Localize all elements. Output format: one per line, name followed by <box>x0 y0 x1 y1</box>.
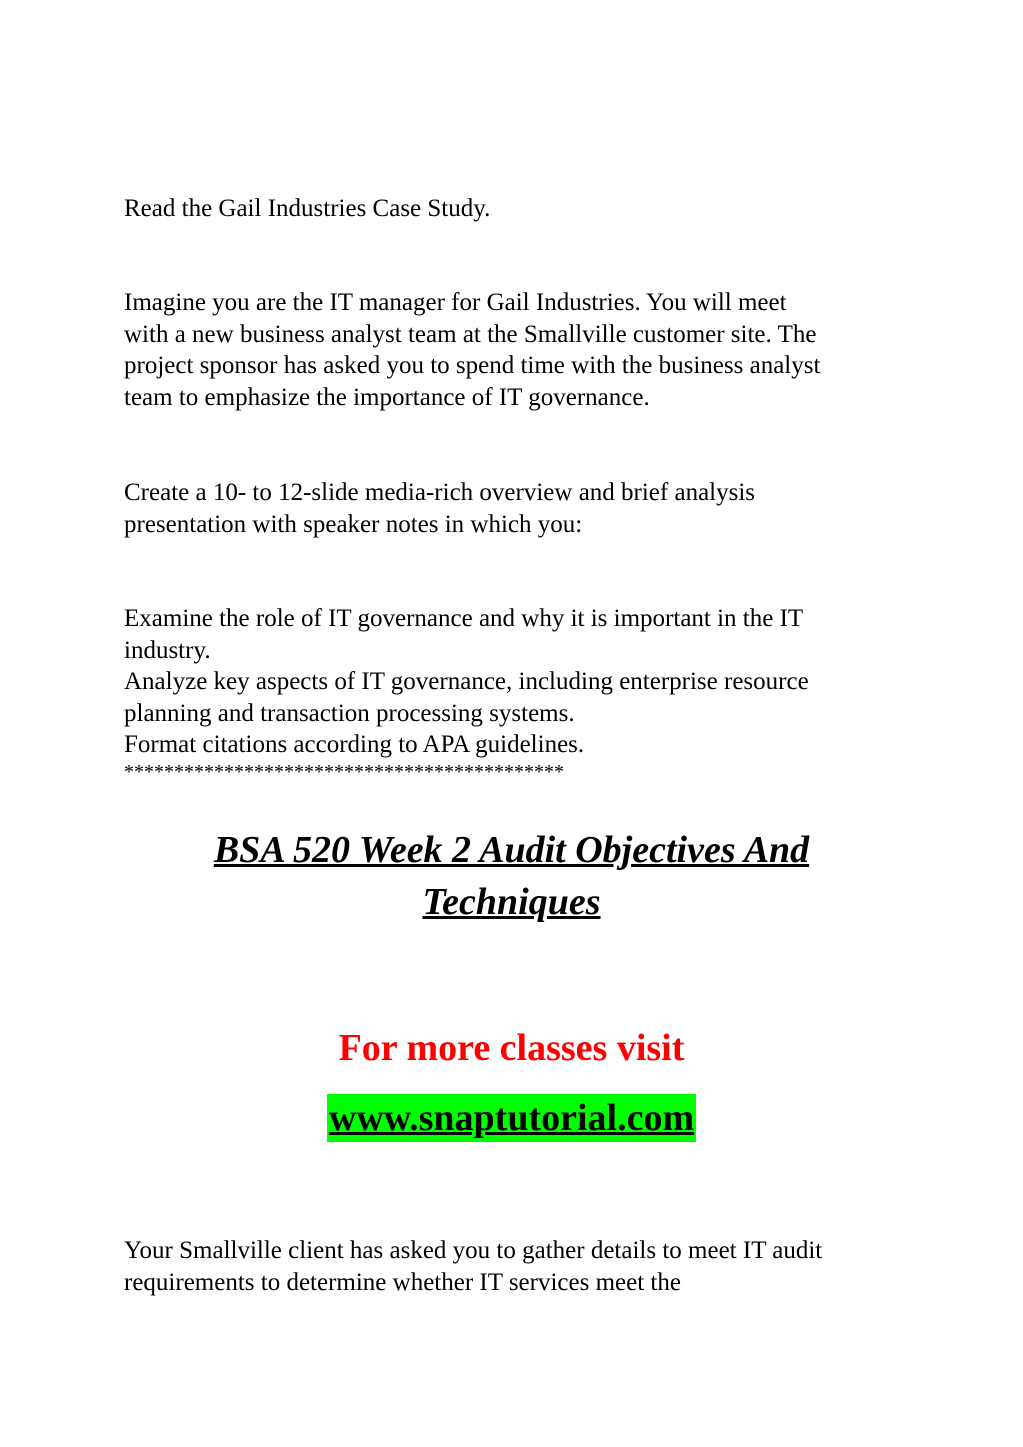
requirement-line: planning and transaction processing systems. <box>124 699 575 727</box>
scenario-line: Imagine you are the IT manager for Gail Industries. You will meet <box>124 289 787 316</box>
scenario-line: team to emphasize the importance of IT governance. <box>124 383 650 411</box>
task-line: Create a 10- to 12-slide media-rich overview and brief analysis <box>124 479 756 506</box>
scenario-line: with a new business analyst team at the Smallville customer site. The <box>124 320 817 348</box>
website-link-wrapper <box>0 1094 1023 1142</box>
requirements-list <box>124 603 914 783</box>
course-heading-line: BSA 520 Week 2 Audit Objectives And <box>213 829 810 871</box>
requirement-line: Examine the role of IT governance and why it is important in the IT <box>124 605 804 632</box>
website-link[interactable]: www.snaptutorial.com <box>327 1094 696 1142</box>
separator-line: ******************************************** <box>124 760 564 783</box>
promo-text: For more classes visit <box>338 1027 685 1069</box>
closing-line: Your Smallville client has asked you to gather details to meet IT audit <box>124 1237 823 1264</box>
scenario-paragraph <box>124 287 914 413</box>
course-heading-line: Techniques <box>422 881 601 923</box>
closing-paragraph <box>124 1235 914 1298</box>
requirement-line: industry. <box>124 636 211 664</box>
requirement-line: Analyze key aspects of IT governance, including enterprise resource <box>124 668 809 695</box>
scenario-line: project sponsor has asked you to spend time with the business analyst <box>124 352 821 379</box>
task-paragraph <box>124 477 914 540</box>
task-line: presentation with speaker notes in which you: <box>124 510 583 538</box>
intro-paragraph <box>124 193 914 225</box>
requirement-line: Format citations according to APA guidelines. <box>124 731 585 758</box>
intro-line: Read the Gail Industries Case Study. <box>124 195 491 222</box>
closing-line: requirements to determine whether IT services meet the <box>124 1268 681 1296</box>
